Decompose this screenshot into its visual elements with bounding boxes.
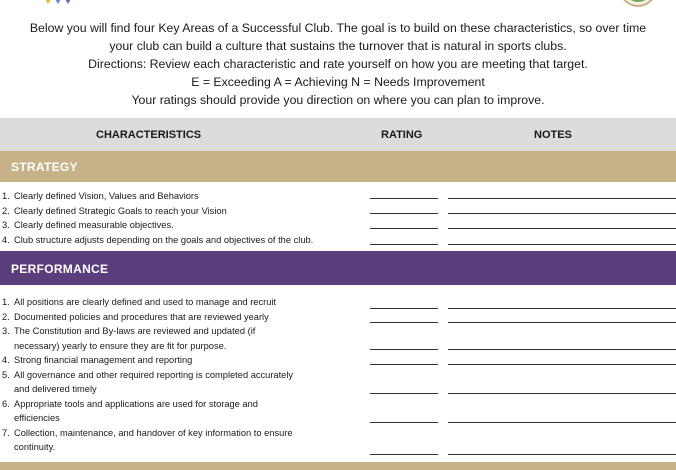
characteristic-item — [2, 204, 372, 219]
characteristic-item — [2, 295, 372, 310]
directions-line: Directions: Review each characteristic and rate yourself on how you are meeting that target. — [88, 57, 588, 71]
item-number: 7. — [2, 427, 10, 438]
section-title: STRATEGY — [11, 160, 78, 174]
section-title: PERFORMANCE — [11, 262, 109, 276]
item-text: necessary) yearly to ensure they are fit for purpose. — [14, 340, 227, 351]
characteristic-item — [2, 189, 372, 204]
rating-input-line[interactable] — [370, 393, 438, 394]
intro-line: your club can build a culture that sustains the turnover that is natural in sports clubs. — [109, 39, 567, 53]
rating-legend: E = Exceeding A = Achieving N = Needs Improvement — [191, 75, 485, 89]
item-text: efficiencies — [14, 413, 60, 423]
item-text: All positions are clearly defined and used to manage and recruit — [14, 297, 277, 307]
rating-input-line[interactable] — [370, 228, 438, 229]
rating-input-line[interactable] — [370, 308, 438, 309]
column-header-characteristics: CHARACTERISTICS — [96, 129, 202, 141]
notes-input-line[interactable] — [448, 198, 676, 199]
column-header-notes: NOTES — [534, 129, 572, 141]
item-text: Collection, maintenance, and handover of key information to ensure — [14, 427, 293, 438]
section-header-performance — [0, 251, 676, 285]
table-header — [0, 118, 676, 151]
rating-input-line[interactable] — [370, 213, 438, 214]
organization-seal-logo — [618, 0, 658, 16]
rating-input-line[interactable] — [370, 244, 438, 245]
notes-input-line[interactable] — [448, 349, 676, 350]
item-number: 1. — [2, 191, 10, 201]
characteristic-item — [2, 310, 372, 325]
characteristic-item — [2, 353, 372, 368]
rating-input-line[interactable] — [370, 198, 438, 199]
item-number: 1. — [2, 297, 10, 307]
item-text: Documented policies and procedures that are reviewed yearly — [14, 311, 269, 322]
characteristic-item — [2, 368, 372, 397]
item-text: All governance and other required reporting is completed accurately — [14, 369, 294, 380]
notes-input-line[interactable] — [448, 228, 676, 229]
item-text: Strong financial management and reporting — [14, 355, 193, 365]
rating-input-line[interactable] — [370, 422, 438, 423]
item-text: The Constitution and By-laws are reviewed and updated (if — [14, 326, 256, 336]
intro-line: Below you will find four Key Areas of a Successful Club. The goal is to build on these characteristics, so over time — [29, 21, 647, 35]
next-section-header — [0, 462, 676, 470]
characteristic-item — [2, 233, 372, 248]
item-number: 6. — [2, 398, 10, 409]
item-text: Appropriate tools and applications are used for storage and — [14, 398, 258, 409]
rating-input-line[interactable] — [370, 322, 438, 323]
item-text: Clearly defined Strategic Goals to reach your Vision — [14, 205, 227, 216]
strategy-list — [2, 189, 372, 247]
intro-line: Your ratings should provide you direction on where you can plan to improve. — [131, 93, 545, 107]
item-text: Club structure adjusts depending on the goals and objectives of the club. — [14, 234, 314, 245]
intro-text — [0, 19, 676, 109]
rating-input-line[interactable] — [370, 454, 438, 455]
item-number: 5. — [2, 369, 10, 380]
rating-input-line[interactable] — [370, 364, 438, 365]
item-number: 2. — [2, 311, 10, 322]
item-text: continuity. — [14, 442, 56, 452]
notes-input-line[interactable] — [448, 393, 676, 394]
notes-input-line[interactable] — [448, 213, 676, 214]
column-header-rating: RATING — [381, 129, 423, 141]
item-number: 3. — [2, 326, 10, 336]
rating-input-line[interactable] — [370, 349, 438, 350]
characteristic-item — [2, 324, 372, 353]
notes-input-line[interactable] — [448, 308, 676, 309]
item-number: 4. — [2, 234, 10, 245]
item-number: 2. — [2, 205, 10, 216]
item-text: Clearly defined Vision, Values and Behaviors — [14, 191, 199, 201]
characteristic-item — [2, 218, 372, 233]
item-text: Clearly defined measurable objectives. — [14, 220, 174, 230]
performance-list — [2, 295, 372, 455]
section-header-strategy — [0, 151, 676, 182]
notes-input-line[interactable] — [448, 422, 676, 423]
notes-input-line[interactable] — [448, 244, 676, 245]
characteristic-item — [2, 397, 372, 426]
club-logo-left — [40, 0, 86, 6]
notes-input-line[interactable] — [448, 454, 676, 455]
notes-input-line[interactable] — [448, 322, 676, 323]
item-number: 4. — [2, 355, 10, 365]
item-number: 3. — [2, 220, 10, 230]
notes-input-line[interactable] — [448, 364, 676, 365]
item-text: and delivered timely — [14, 384, 97, 394]
characteristic-item — [2, 426, 372, 455]
